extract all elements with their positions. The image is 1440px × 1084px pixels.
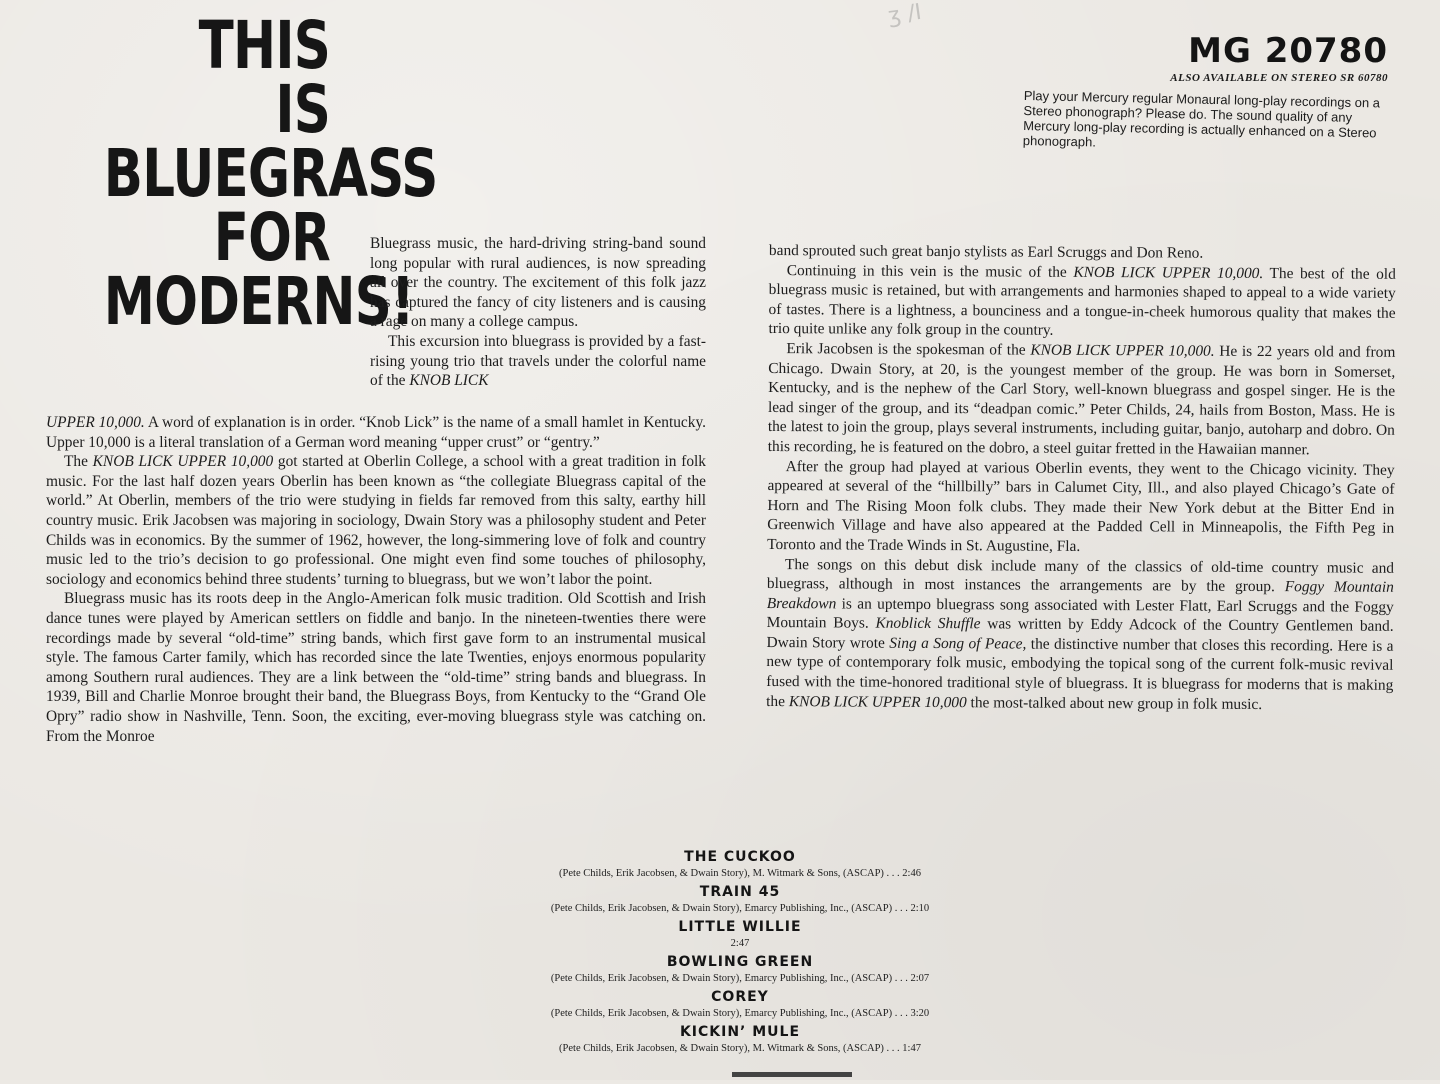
song-title: Sing a Song of Peace, bbox=[889, 634, 1027, 653]
track-credit: (Pete Childs, Erik Jacobsen, & Dwain Story), Emarcy Publishing, Inc., (ASCAP) . . . 3:20 bbox=[550, 1008, 930, 1019]
liner-text: the distinctive number that closes this recording. Here is a new type of contemporary folk music, embodying the topical song of the current folk-music revival fused with the time-honored traditional style of bluegrass. It is bluegrass for moderns that is making the bbox=[766, 635, 1394, 710]
track-credit: 2:47 bbox=[730, 938, 750, 949]
track-credit: (Pete Childs, Erik Jacobsen, & Dwain Story), M. Witmark & Sons, (ASCAP) . . . 2:46 bbox=[559, 868, 921, 879]
stereo-note: Play your Mercury regular Monaural long-play recordings on a Stereo phonograph? Please do. The sound quality of any Mercury long-play recording is actually enhanced on a Stereo phonograph. bbox=[1022, 88, 1381, 150]
track-title: LITTLE WILLIE bbox=[678, 919, 802, 935]
track-credit: (Pete Childs, Erik Jacobsen, & Dwain Story), M. Witmark & Sons, (ASCAP) . . . 1:47 bbox=[559, 1043, 921, 1054]
title-line: BLUEGRASS bbox=[103, 135, 438, 212]
band-name: KNOB LICK UPPER 10,000 bbox=[92, 453, 274, 471]
liner-paragraph: After the group had played at various Oberlin events, they went to the Chicago vicinity. They appeared at several of the “hillbilly” bars in Calumet City, Ill., and also played Chicago’s Gate of Horn and The Rising Moon folk clubs. They made their New York debut at the Bitter End in Greenwich Village and have also appeared at the Padded Cell in Minneapolis, the Fifth Peg in Toronto and the Trade Winds in St. Augustine, Fla. bbox=[767, 457, 1395, 555]
liner-text: the most-talked about new group in folk music. bbox=[970, 693, 1263, 713]
band-name: KNOB LICK bbox=[409, 372, 489, 390]
band-name: KNOB LICK UPPER 10,000 bbox=[788, 692, 967, 711]
track-title: BOWLING GREEN bbox=[666, 954, 814, 970]
liner-paragraph bbox=[46, 452, 706, 589]
track-credit: (Pete Childs, Erik Jacobsen, & Dwain Story), Emarcy Publishing, Inc., (ASCAP) . . . 2:10 bbox=[550, 903, 930, 914]
liner-text: The bbox=[64, 453, 88, 471]
track-item bbox=[440, 848, 1040, 880]
liner-text: He is 22 years old and from Chicago. Dwain Story, at 20, is the youngest member of the group. He was born in Somerset, Kentucky, and is the nephew of the Carl Story, well-known bluegrass and gospel singer. He is the lead singer of the group, and its “deadpan comic.” Peter Childs, 24, hails from Boston, Mass. He is the latest to join the group, plays several instruments, including guitar, banjo, autoharp and dobro. On this recording, he is featured on the dobro, a steel guitar fretted in the Hawaiian manner. bbox=[767, 342, 1396, 459]
liner-notes-left bbox=[46, 413, 706, 746]
title-line: THIS bbox=[198, 7, 330, 84]
track-item bbox=[440, 953, 1040, 985]
liner-paragraph: Bluegrass music has its roots deep in the Anglo-American folk music tradition. Old Scottish and Irish dance tunes were played by American settlers on fiddle and banjo. In the nineteen-twenties there were recordings made by several “old-time” string bands, which first gave form to an instrumental musical style. The famous Carter family, which has recorded since the late Twenties, enjoys enormous popularity among Southern rural audiences. They are a link between the “old-time” string bands and bluegrass. In 1939, Bill and Charlie Monroe brought their band, the Bluegrass Boys, from Kentucky to the “Grand Ole Opry” radio show in Nashville, Tenn. Soon, the exciting, ever-moving bluegrass style was catching on. From the Monroe bbox=[46, 590, 706, 745]
catalog-number: MG 20780 bbox=[1188, 31, 1388, 71]
liner-text: was written by Eddy Adcock of the Country Gentlemen band. Dwain Story wrote bbox=[766, 615, 1394, 652]
title-line: IS bbox=[275, 71, 330, 148]
liner-paragraph: band sprouted such great banjo stylists as Earl Scruggs and Don Reno. bbox=[768, 241, 1204, 262]
liner-text: Continuing in this vein is the music of the bbox=[786, 261, 1067, 281]
band-name: KNOB LICK UPPER 10,000. bbox=[1073, 263, 1264, 282]
pencil-mark-icon: ʒ /I bbox=[886, 0, 924, 30]
title-line: MODERNS! bbox=[103, 263, 414, 340]
track-title: KICKIN’ MULE bbox=[679, 1024, 801, 1040]
catalog-block bbox=[1170, 32, 1388, 84]
liner-paragraph: Bluegrass music, the hard-driving string-band sound long popular with rural audiences, is now spreading all over the country. The excitement of this folk jazz has captured the fancy of city listeners and is causing a rage on many a college campus. bbox=[370, 235, 706, 331]
liner-paragraph bbox=[768, 339, 1396, 460]
track-title: COREY bbox=[711, 989, 769, 1005]
track-list bbox=[440, 848, 1040, 1058]
track-item bbox=[440, 883, 1040, 915]
liner-text: Erik Jacobsen is the spokesman of the bbox=[786, 340, 1026, 359]
track-title: TRAIN 45 bbox=[699, 884, 781, 900]
liner-text: The songs on this debut disk include many of the classics of old-time country music and bluegrass, although in most instances the arrangements are by the group. bbox=[766, 555, 1395, 596]
cut-off-text-fragment bbox=[732, 1072, 852, 1084]
cut-off-track-title bbox=[732, 1072, 852, 1084]
liner-paragraph bbox=[766, 554, 1394, 715]
liner-paragraph bbox=[768, 261, 1395, 343]
track-credit: (Pete Childs, Erik Jacobsen, & Dwain Story), Emarcy Publishing, Inc., (ASCAP) . . . 2:07 bbox=[550, 973, 930, 984]
liner-text: The best of the old bluegrass music is retained, but with arrangements and harmonies shaped to appeal to a wide variety of tastes. There is a lightness, a bounciness and a tongue-in-cheek humorous quality that makes the trio quite unlike any folk group in the country. bbox=[768, 264, 1396, 340]
band-name: UPPER 10,000. bbox=[46, 414, 145, 431]
song-title: Knoblick Shuffle bbox=[875, 614, 981, 633]
liner-paragraph bbox=[46, 413, 706, 452]
song-title: Foggy Mountain Breakdown bbox=[766, 578, 1394, 613]
stereo-availability: ALSO AVAILABLE ON STEREO SR 60780 bbox=[1170, 72, 1388, 84]
liner-paragraph bbox=[370, 332, 706, 391]
liner-text: is an uptempo bluegrass song associated with Lester Flatt, Earl Scruggs and the Foggy Mountain Boys. bbox=[766, 595, 1394, 632]
track-item bbox=[440, 988, 1040, 1020]
track-title: THE CUCKOO bbox=[684, 849, 796, 865]
band-name: KNOB LICK UPPER 10,000. bbox=[1030, 341, 1215, 360]
liner-notes-right bbox=[766, 241, 1396, 715]
liner-text: A word of explanation is in order. “Knob Lick” is the name of a small hamlet in Kentucky. Upper 10,000 is a literal translation of a German word meaning “upper crust” or “gentry.” bbox=[46, 414, 706, 451]
album-title bbox=[103, 7, 438, 340]
liner-notes-intro bbox=[370, 234, 706, 391]
track-item bbox=[440, 918, 1040, 950]
liner-text: This excursion into bluegrass is provided by a fast-rising young trio that travels under the colorful name of the bbox=[370, 332, 706, 390]
title-line: FOR bbox=[213, 199, 330, 276]
track-item bbox=[440, 1023, 1040, 1055]
liner-text: got started at Oberlin College, a school with a great tradition in folk music. For the last half dozen years Oberlin has been known as “the collegiate Bluegrass capital of the world.” At Oberlin, members of the trio were studying in fields far removed from this salty, earthy hill country music. Erik Jacobsen was majoring in sociology, Dwain Story was a philosophy student and Peter Childs was in economics. By the summer of 1962, however, the long-simmering love of folk and country music led to the trio’s decision to go professional. One might even find some touches of philosophy, sociology and economics behind three students’ turning to bluegrass, but we won’t labor the point. bbox=[46, 453, 706, 588]
